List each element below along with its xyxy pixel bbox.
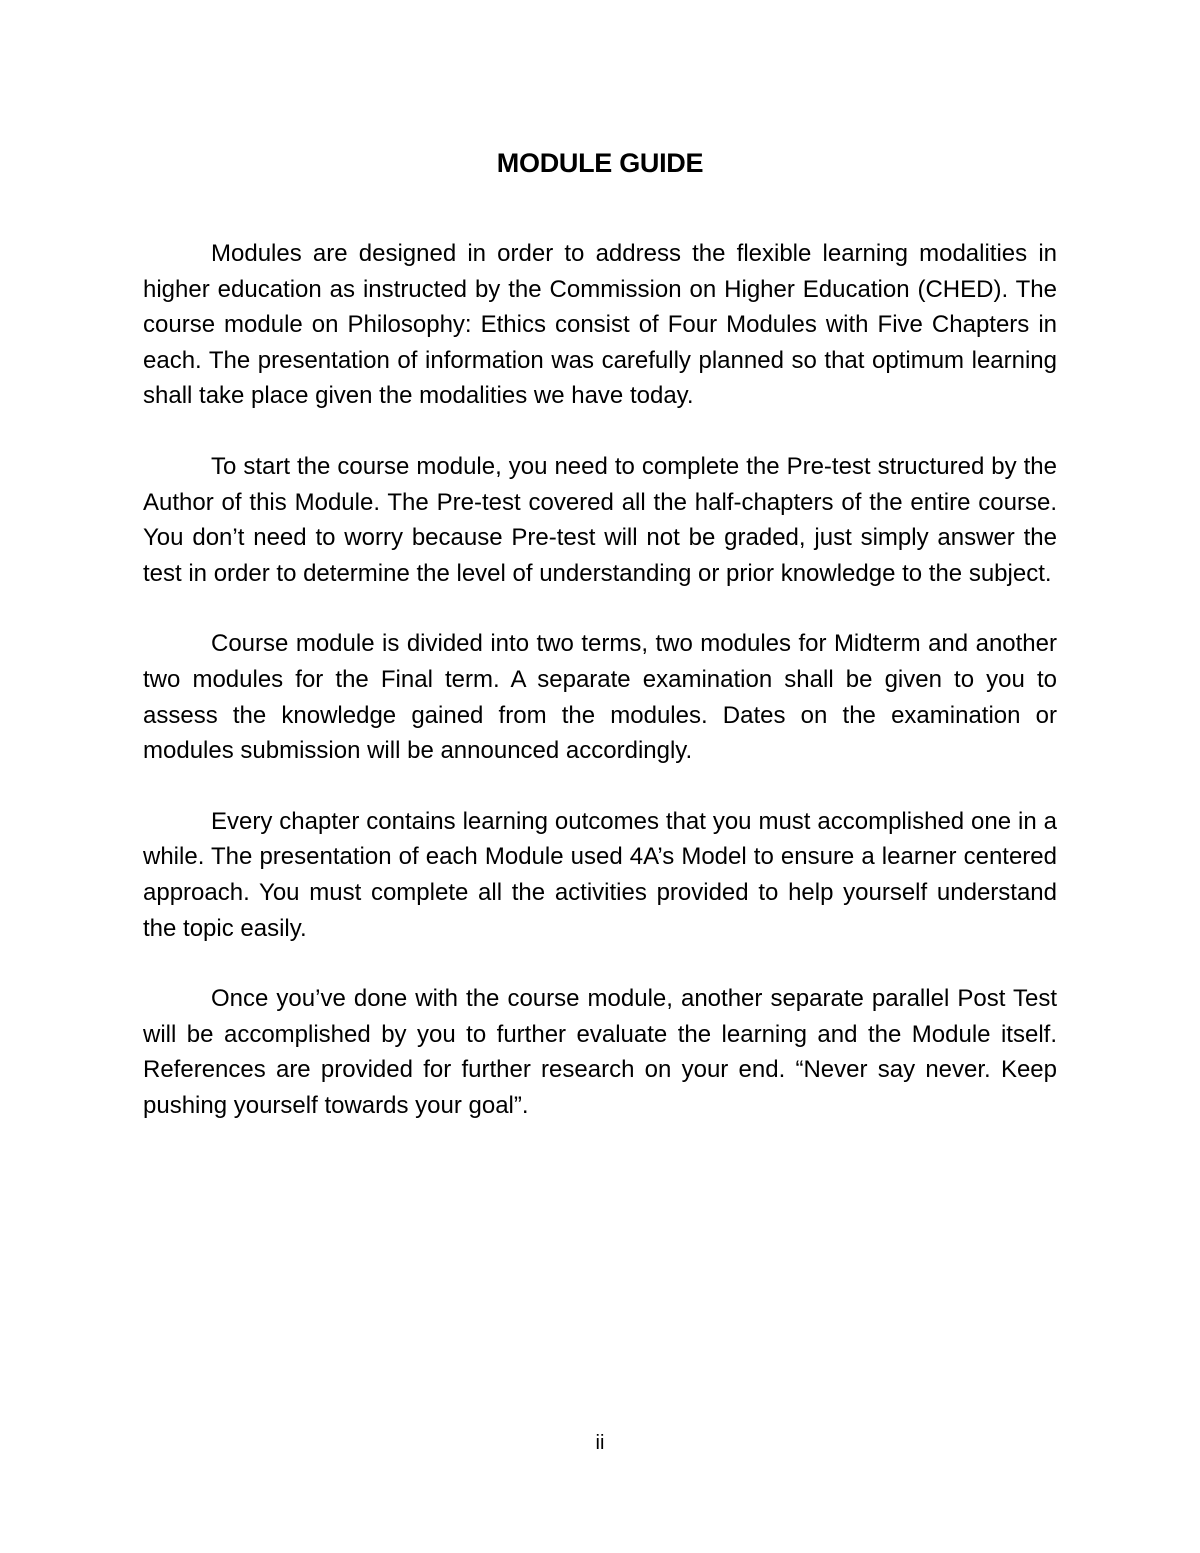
paragraph-terms: Course module is divided into two terms, two modules for Midterm and another two modules for the Final term. A separate examination shall be given to you to assess the knowledge gained from the modules. Dates on the examination or modules submission will be announced accordingly. bbox=[143, 630, 1057, 765]
paragraph-pretest: To start the course module, you need to complete the Pre-test structured by the Author of this Module. The Pre-test covered all the half-chapters of the entire course. You don’t need to worry because Pre-test will not be graded, just simply answer the test in order to determine the level of understanding or prior knowledge to the subject. bbox=[143, 452, 1057, 587]
paragraph-intro: Modules are designed in order to address the flexible learning modalities in higher education as instructed by the Commission on Higher Education (CHED). The course module on Philosophy: Ethics consist of Four Modules with Five Chapters in each. The presentation of information was carefully planned so that optimum learning shall take place given the modalities we have today. bbox=[143, 240, 1057, 410]
paragraph-posttest: Once you’ve done with the course module, another separate parallel Post Test will be accomplished by you to further evaluate the learning and the Module itself. References are provided for further research on your end. “Never say never. Keep pushing yourself towards your goal”. bbox=[143, 985, 1057, 1119]
paragraph-chapters: Every chapter contains learning outcomes that you must accomplished one in a while. The presentation of each Module used 4A’s Model to ensure a learner centered approach. You must complete all the activities provided to help yourself understand the topic easily. bbox=[143, 807, 1057, 942]
page-number: ii bbox=[595, 1432, 605, 1454]
page-title: MODULE GUIDE bbox=[496, 148, 704, 178]
document-body bbox=[143, 236, 1057, 1158]
